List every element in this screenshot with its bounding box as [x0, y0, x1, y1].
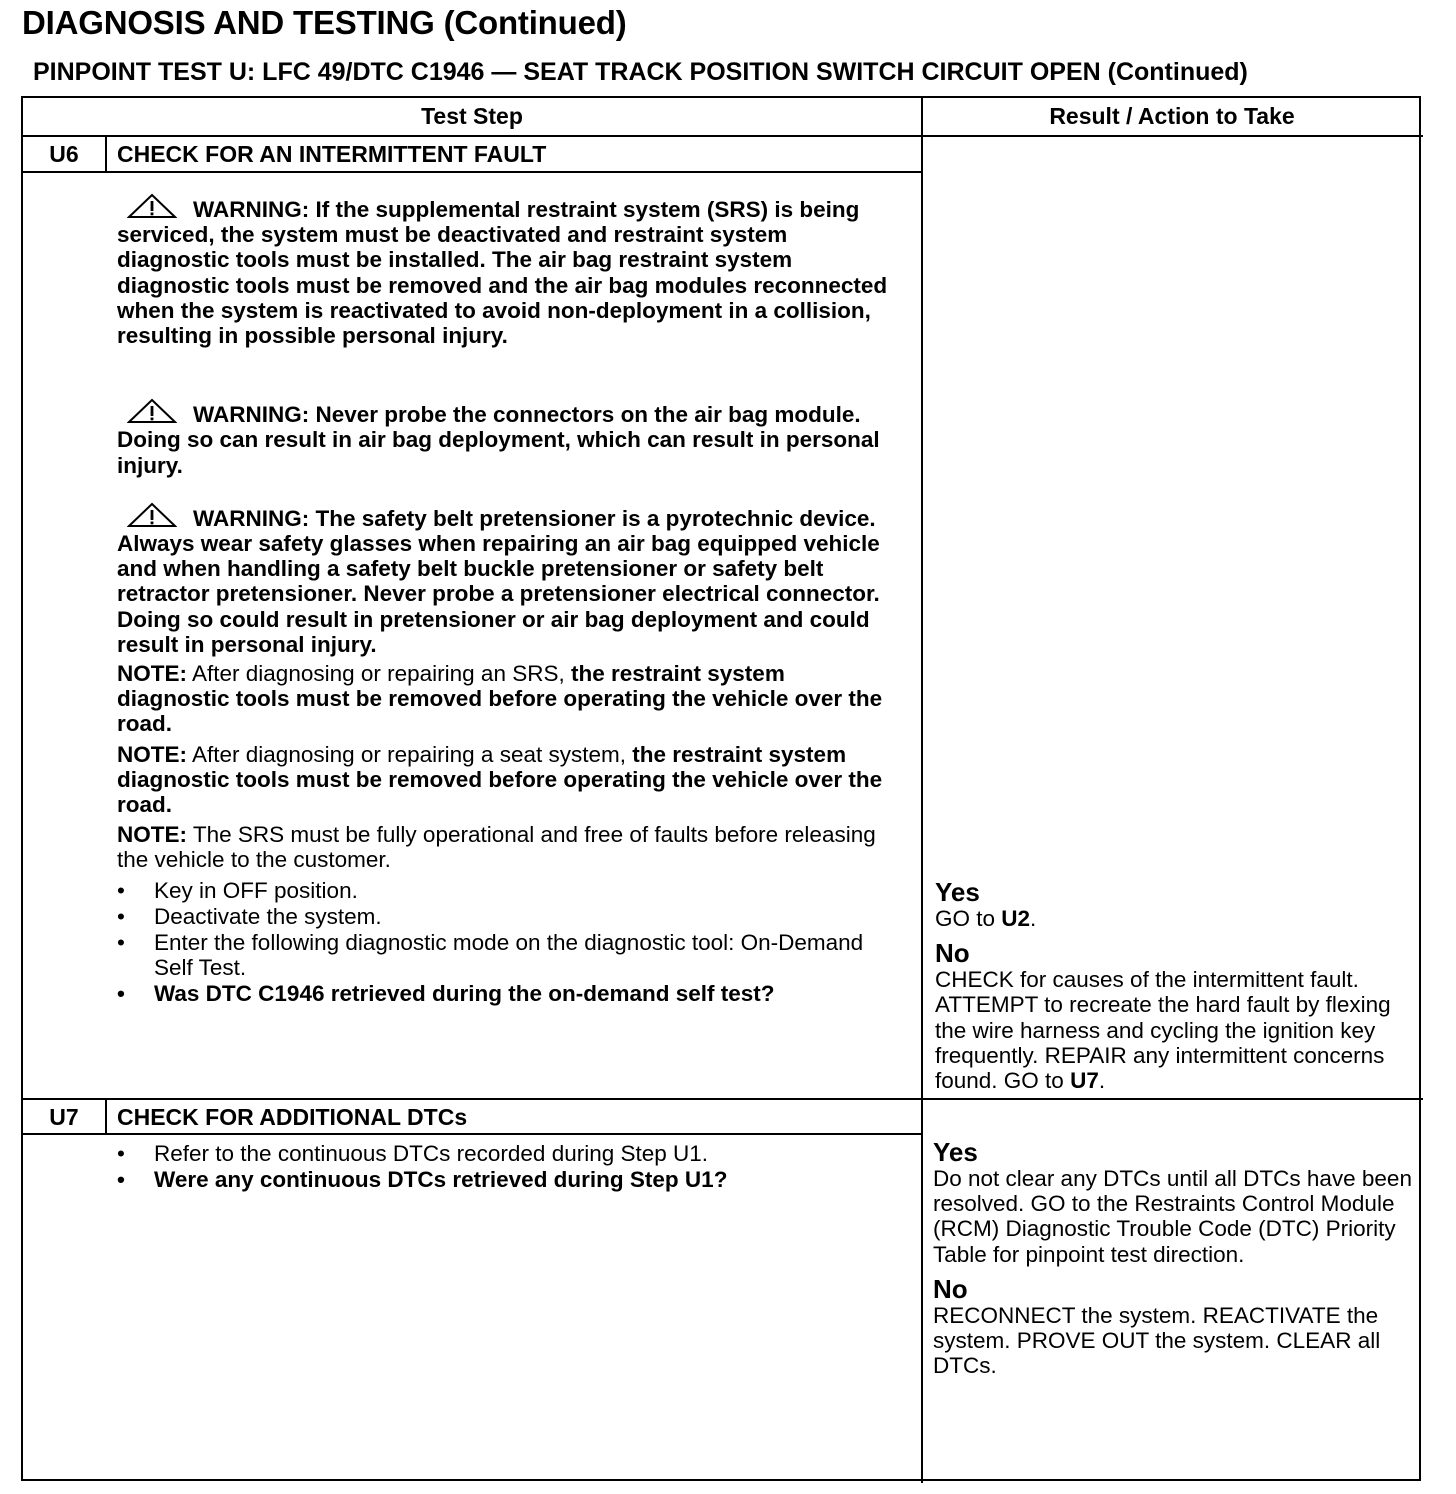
step-u7-results — [933, 1138, 1421, 1378]
warning-triangle-icon — [127, 398, 177, 424]
warning-pretensioner: WARNING: The safety belt pretensioner is a pyrotechnic device. Always wear safety glasses when repairing an air bag equipped vehicle and when handling a safety belt buckle pretensioner or safety belt retractor pretensioner. Never probe a pretensioner electrical connector. Doing so could result in pretensioner or air bag deployment and could result in personal injury. — [117, 502, 897, 657]
warning-triangle-icon — [127, 193, 177, 219]
list-item: • Refer to the continuous DTCs recorded during Step U1. — [117, 1141, 709, 1166]
result-no-label: No — [935, 938, 970, 969]
result-yes-action: GO to U2. — [935, 906, 1037, 931]
step-title-u7: CHECK FOR ADDITIONAL DTCs — [117, 1104, 468, 1130]
step-u7-actions — [117, 1141, 897, 1192]
list-item: • Deactivate the system. — [117, 903, 382, 929]
step-u6-actions — [117, 878, 897, 1007]
result-yes-label: Yes — [933, 1137, 978, 1167]
list-item: • Key in OFF position. — [117, 877, 358, 903]
pinpoint-test-subtitle: PINPOINT TEST U: LFC 49/DTC C1946 — SEAT TRACK POSITION SWITCH CIRCUIT OPEN (Continued) — [33, 58, 1248, 86]
page-title: DIAGNOSIS AND TESTING (Continued) — [22, 4, 627, 41]
step-title-u6: CHECK FOR AN INTERMITTENT FAULT — [117, 141, 547, 167]
column-header-test-step: Test Step — [421, 103, 523, 129]
result-yes-label: Yes — [935, 877, 980, 907]
warning-triangle-icon — [127, 502, 177, 528]
step-u6-question: • Was DTC C1946 retrieved during the on-demand self test? — [117, 981, 775, 1007]
result-no-action: RECONNECT the system. REACTIVATE the system. PROVE OUT the system. CLEAR all DTCs. — [933, 1302, 1381, 1379]
result-no-action: CHECK for causes of the intermittent fault. ATTEMPT to recreate the hard fault by flexing the wire harness and cycling the ignition key frequently. REPAIR any intermittent concerns found. GO to U7. — [935, 967, 1391, 1094]
column-header-result: Result / Action to Take — [1049, 103, 1295, 129]
step-u7-question: • Were any continuous DTCs retrieved during Step U1? — [117, 1167, 728, 1193]
step-id-u6: U6 — [49, 141, 79, 167]
note-srs-operational: NOTE: The SRS must be fully operational and free of faults before releasing the vehicle to the customer. — [117, 822, 876, 873]
step-id-u7: U7 — [49, 1104, 79, 1130]
list-item: • Enter the following diagnostic mode on the diagnostic tool: On-Demand Self Test. — [117, 930, 864, 981]
result-no-label: No — [933, 1273, 968, 1304]
step-u6-instructions — [117, 193, 897, 1008]
result-yes-action: Do not clear any DTCs until all DTCs have been resolved. GO to the Restraints Control Module (RCM) Diagnostic Trouble Code (DTC) Priority Table for pinpoint test direction. — [933, 1166, 1412, 1267]
warning-probe-connectors: WARNING: Never probe the connectors on the air bag module. Doing so can result in air bag deployment, which can result in personal injury. — [117, 398, 897, 478]
step-u7-instructions — [117, 1141, 897, 1193]
note-seat-system: NOTE: After diagnosing or repairing a seat system, the restraint system diagnostic tools must be removed before operating the vehicle over the road. — [117, 741, 883, 818]
step-u6-results — [935, 878, 1419, 1093]
note-srs-tools: NOTE: After diagnosing or repairing an SRS, the restraint system diagnostic tools must be removed before operating the vehicle over the road. — [117, 661, 883, 737]
pinpoint-test-table — [21, 96, 1421, 1481]
warning-srs-service: WARNING: If the supplemental restraint system (SRS) is being serviced, the system must be deactivated and restraint system diagnostic tools must be installed. The air bag restraint system diagnostic tools must be removed and the air bag modules reconnected when the system is reactivated to avoid non-deployment in a collision, resulting in possible personal injury. — [117, 193, 897, 348]
